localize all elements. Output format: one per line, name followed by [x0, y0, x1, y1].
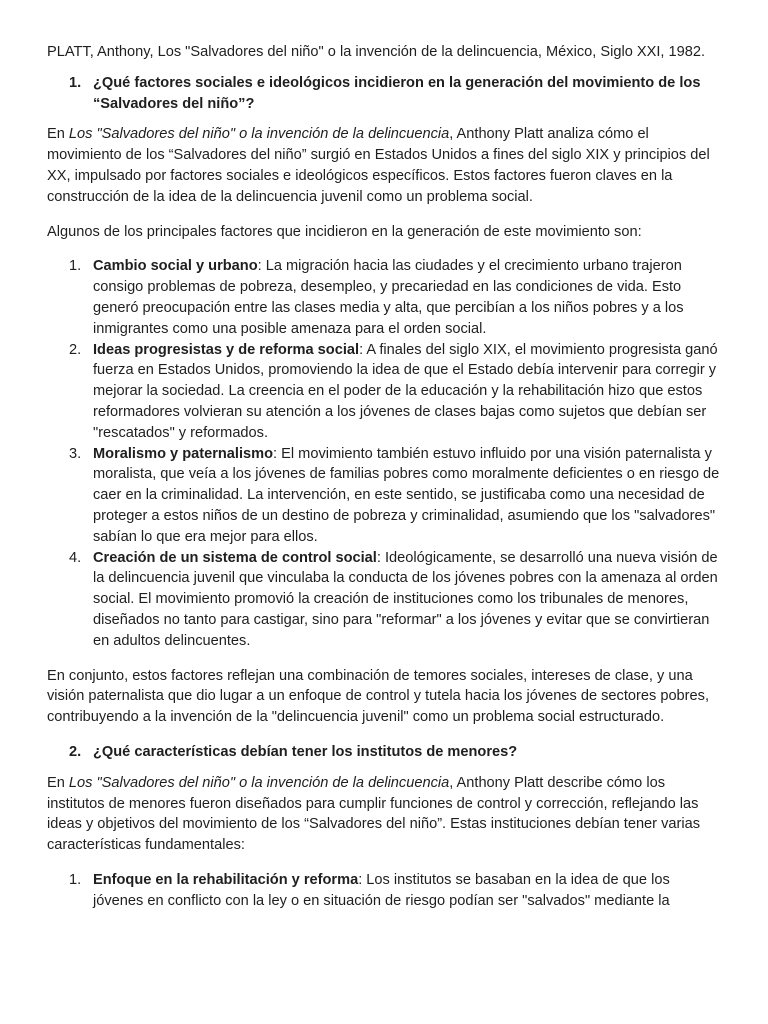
question-number: 2.: [69, 743, 82, 760]
list-item: [47, 256, 723, 339]
question-text: ¿Qué características debían tener los institutos de menores?: [93, 743, 518, 760]
list-item-number: 4.: [69, 549, 82, 566]
list-item-text: : La migración hacia las ciudades y el crecimiento urbano trajeron consigo problemas de pobreza, desempleo, y precariedad en las condiciones de vida. Esto generó preocupación entre las clases media y alta, que percibían a los niños pobres y a los inmigrantes como una posible amenaza para el orden social.: [93, 258, 684, 337]
characteristics-list: [47, 870, 723, 912]
factors-list: [47, 256, 723, 651]
list-item: [47, 444, 723, 548]
book-title: Los "Salvadores del niño" o la invención de la delincuencia: [68, 774, 450, 791]
list-item: [47, 870, 723, 912]
intro-body: , Anthony Platt describe cómo los institutos de menores fueron diseñados para cumplir funciones de control y corrección, reflejando las ideas y objetivos del movimiento de los “Salvadores del niño”. Estas instituciones debían tener varias características fundamentales:: [47, 774, 701, 854]
list-item-text: : Los institutos se basaban en la idea de que los jóvenes en conflicto con la ley o en situación de riesgo podían ser "salvados" mediante la: [93, 871, 670, 909]
list-item-number: 1.: [69, 258, 82, 275]
list-item-number: 3.: [69, 445, 82, 462]
list-item-term: Ideas progresistas y de reforma social: [93, 341, 360, 358]
question-1: [47, 73, 723, 115]
list-item-term: Cambio social y urbano: [93, 258, 258, 275]
document-page: [47, 42, 723, 925]
book-title: Los "Salvadores del niño" o la invención de la delincuencia: [68, 126, 450, 143]
list-item-text: : El movimiento también estuvo influido por una visión paternalista y moralista, que veía a los jóvenes de familias pobres como moralmente deficientes o en riesgo de caer en la criminalidad. La intervención, en este sentido, se justificaba como una necesidad de proteger a estos niños de un destino de pobreza y criminalidad, asumiendo que los "salvadores" sabían lo que era mejor para ellos.: [93, 445, 720, 545]
bibliographic-citation: PLATT, Anthony, Los "Salvadores del niño" o la invención de la delincuencia, México, Siglo XXI, 1982.: [47, 44, 706, 60]
intro-prefix: En: [47, 774, 69, 791]
list-item-number: 2.: [69, 341, 82, 358]
factors-lead: Algunos de los principales factores que incidieron en la generación de este movimiento son:: [47, 223, 642, 240]
intro-paragraph-2: [47, 773, 723, 856]
question-number: 1.: [69, 74, 82, 91]
list-item-term: Moralismo y paternalismo: [93, 445, 274, 462]
intro-body: , Anthony Platt analiza cómo el movimiento de los “Salvadores del niño” surgió en Estados Unidos a fines del siglo XIX y principios del XX, impulsado por factores sociales e ideológicos específicos. Estos factores fueron claves en la construcción de la idea de la delincuencia juvenil como un problema social.: [47, 126, 710, 205]
intro-paragraph-1: [47, 124, 723, 207]
list-item-term: Enfoque en la rehabilitación y reforma: [93, 871, 359, 888]
list-item-text: : Ideológicamente, se desarrolló una nueva visión de la delincuencia juvenil que vinculaba la conducta de los jóvenes pobres con la amenaza al orden social. El movimiento promovió la creación de instituciones como los tribunales de menores, diseñados no tanto para castigar, sino para "reformar" a los jóvenes y evitar que se convirtieran en adultos delincuentes.: [93, 549, 718, 649]
intro-prefix: En: [47, 126, 69, 143]
list-item: [47, 340, 723, 444]
question-2: [47, 742, 723, 763]
list-item-number: 1.: [69, 871, 82, 888]
list-item: [47, 548, 723, 652]
question-text: ¿Qué factores sociales e ideológicos incidieron en la generación del movimiento de los “Salvadores del niño”?: [93, 74, 701, 112]
list-item-text: : A finales del siglo XIX, el movimiento progresista ganó fuerza en Estados Unidos, promoviendo la idea de que el Estado debía intervenir para corregir y mejorar la sociedad. La creencia en el poder de la educación y la rehabilitación hizo que estos reformadores volvieran su atención a los jóvenes de clases bajas como sujetos que debían ser "rescatados" y reformados.: [93, 341, 718, 441]
list-item-term: Creación de un sistema de control social: [93, 549, 377, 566]
conclusion-paragraph-1: En conjunto, estos factores reflejan una combinación de temores sociales, intereses de clase, y una visión paternalista que dio lugar a un enfoque de control y tutela hacia los jóvenes de sectores pobres, contribuyendo a la invención de la "delincuencia juvenil" como un problema social estructurado.: [47, 667, 710, 726]
